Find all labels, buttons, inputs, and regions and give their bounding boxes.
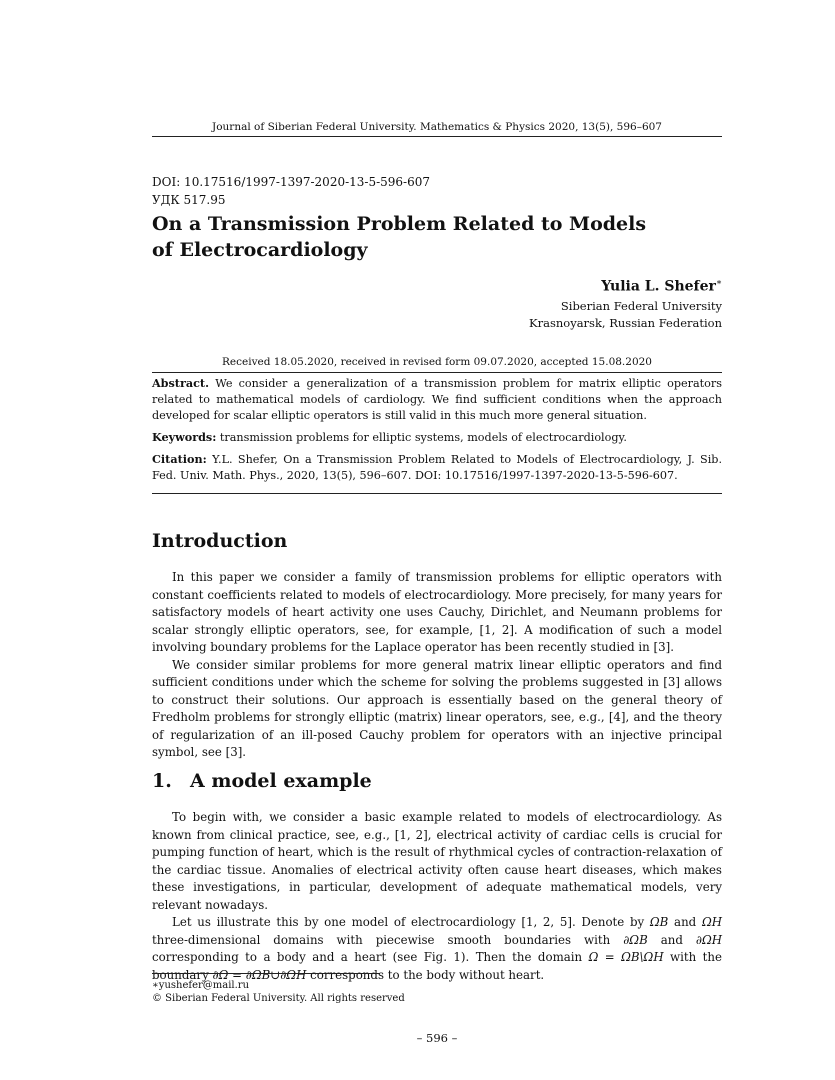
paper-title bbox=[152, 211, 646, 263]
footnotes bbox=[152, 979, 405, 1005]
text-run: with the boundary bbox=[152, 950, 722, 982]
doi: DOI: 10.17516/1997-1397-2020-13-5-596-607 bbox=[152, 175, 431, 189]
author-footnote-mark: ∗ bbox=[715, 278, 722, 288]
journal-header: Journal of Siberian Federal University. Mathematics & Physics 2020, 13(5), 596–607 bbox=[212, 121, 662, 133]
section-1-body bbox=[152, 809, 722, 984]
text-run: corresponding to a body and a heart (see Fig. 1). Then the domain bbox=[152, 950, 589, 964]
affiliation-line-1: Siberian Federal University bbox=[560, 299, 722, 313]
text-run: Let us illustrate this by one model of electrocardiology [1, 2, 5]. Denote by bbox=[172, 915, 650, 929]
doi-block bbox=[152, 173, 430, 209]
page-number: – 596 – bbox=[416, 1031, 458, 1045]
footnote-copyright: © Siberian Federal University. All rights reserved bbox=[152, 993, 405, 1004]
text-run: and bbox=[668, 915, 702, 929]
author-name: Yulia L. Shefer bbox=[601, 278, 716, 295]
footnote-rule bbox=[152, 973, 380, 974]
keywords bbox=[152, 429, 722, 446]
section-number: 1. bbox=[152, 770, 172, 792]
abstract-top-rule bbox=[152, 372, 722, 373]
math-boundary-b: ∂ΩB bbox=[623, 932, 648, 947]
section-1-heading bbox=[152, 770, 372, 792]
citation-label: Citation: bbox=[152, 452, 207, 466]
abstract bbox=[152, 375, 722, 424]
section-1-paragraph-1: To begin with, we consider a basic example related to models of electrocardiology. As known from clinical practice, see, e.g., [1, 2], electrical activity of cardiac cells is crucial for pumping function of heart, which is the result of rhythmical cycles of contraction-relaxation of the cardiac tissue. Anomalies of electrical activity often cause heart diseases, which makes these investigations, in particular, development of adequate mathematical models, very relevant nowadays. bbox=[152, 810, 722, 912]
author bbox=[601, 278, 722, 295]
received-dates: Received 18.05.2020, received in revised form 09.07.2020, accepted 15.08.2020 bbox=[222, 356, 652, 368]
keywords-label: Keywords: bbox=[152, 430, 217, 444]
title-line-1: On a Transmission Problem Related to Models bbox=[152, 213, 647, 235]
intro-paragraph-1: In this paper we consider a family of transmission problems for elliptic operators with constant coefficients related to models of electrocardiology. More precisely, for many years for satisfactory models of heart activity one uses Cauchy, Dirichlet, and Neumann problems for scalar strongly elliptic operators, see, for example, [1, 2]. A modification of such a model involving boundary problems for the Laplace operator has been recently studied in [3]. bbox=[152, 570, 722, 654]
citation-text: Y.L. Shefer, On a Transmission Problem Related to Models of Electrocardiology, J. Sib. Fed. Univ. Math. Phys., 2020, 13(5), 596–607. DOI: 10.17516/1997-1397-2020-13-5-596-607. bbox=[152, 453, 722, 482]
math-boundary-h: ∂ΩH bbox=[695, 932, 723, 947]
math-omega-h: ΩH bbox=[701, 915, 723, 929]
footnote-email: ∗yushefer@mail.ru bbox=[152, 980, 250, 991]
intro-paragraph-2: We consider similar problems for more general matrix linear elliptic operators and find sufficient conditions under which the scheme for solving the problems suggested in [3] allows to construct their solutions. Our approach is essentially based on the general theory of Fredholm problems for strongly elliptic (matrix) linear operators, see, e.g., [4], and the theory of regularization of an ill-posed Cauchy problem for operators with an injective principal symbol, see [3]. bbox=[152, 657, 722, 759]
intro-heading: Introduction bbox=[152, 530, 288, 552]
abstract-bottom-rule bbox=[152, 493, 722, 494]
affiliation-line-2: Krasnoyarsk, Russian Federation bbox=[529, 316, 722, 330]
section-title: A model example bbox=[190, 770, 372, 792]
abstract-label: Abstract. bbox=[152, 376, 209, 390]
intro-body bbox=[152, 569, 722, 762]
citation bbox=[152, 451, 722, 484]
math-domain-eq: Ω = ΩB\ΩH bbox=[588, 950, 664, 964]
title-line-2: of Electrocardiology bbox=[152, 239, 368, 261]
text-run: corresponds to the body without heart. bbox=[306, 967, 545, 982]
math-boundary-eq: ∂Ω = ∂ΩB∪∂ΩH bbox=[212, 967, 307, 982]
header-rule bbox=[152, 136, 722, 137]
text-run: and bbox=[647, 932, 696, 947]
keywords-text: transmission problems for elliptic systems, models of electrocardiology. bbox=[219, 431, 627, 444]
abstract-text: We consider a generalization of a transmission problem for matrix elliptic operators related to mathematical models of cardiology. We find sufficient conditions when the approach developed for scalar elliptic operators is still valid in this much more general situation. bbox=[152, 377, 722, 422]
math-omega-b: ΩB bbox=[649, 915, 669, 929]
udk: УДК 517.95 bbox=[152, 193, 226, 207]
text-run: three-dimensional domains with piecewise smooth boundaries with bbox=[152, 932, 624, 947]
abstract-block bbox=[152, 375, 722, 489]
affiliation bbox=[529, 298, 722, 332]
